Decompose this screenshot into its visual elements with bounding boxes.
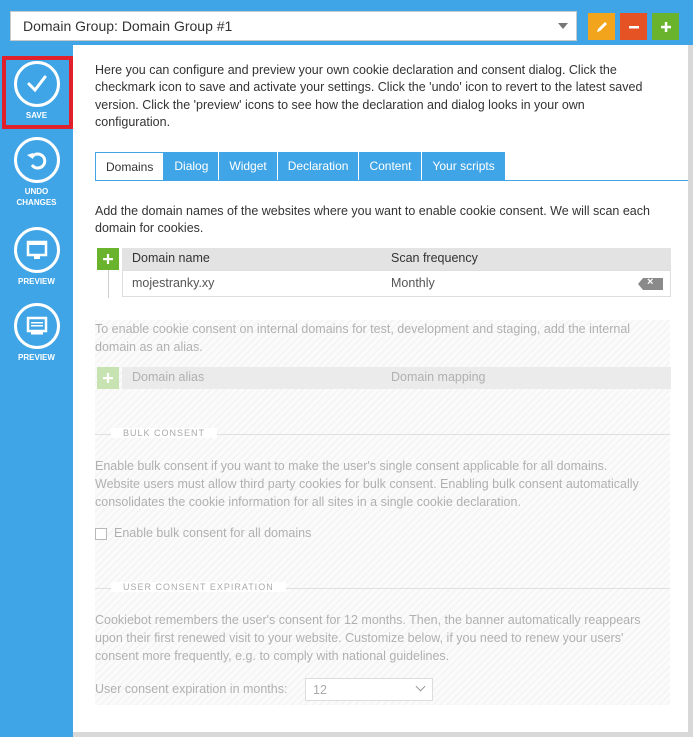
bulk-consent-heading: [95, 429, 670, 441]
undo-icon: [14, 137, 60, 183]
plus-icon: [659, 20, 673, 34]
col-domain-mapping: Domain mapping: [391, 370, 486, 384]
pencil-icon: [595, 20, 609, 34]
remove-domain-group-button[interactable]: [620, 13, 647, 40]
domains-table-header: [122, 248, 671, 270]
tab-content[interactable]: Content: [359, 152, 422, 181]
scan-frequency-cell: Monthly: [391, 276, 435, 290]
tab-declaration[interactable]: Declaration: [278, 152, 360, 181]
expiration-description: Cookiebot remembers the user's consent for 12 months. Then, the banner automatically reappears upon their first renewed visit to your website. Customize below, if you need to renew your users' consent more frequently, e.g. to comply with national guidelines.: [95, 613, 641, 663]
domain-name-cell: mojestranky.xy: [132, 276, 215, 290]
bulk-consent-title: BULK CONSENT: [111, 428, 217, 438]
tab-domains[interactable]: Domains: [95, 152, 164, 181]
expiration-months-select[interactable]: [305, 678, 433, 701]
sidebar: [0, 45, 73, 737]
chevron-down-icon: [558, 23, 568, 29]
preview-dialog-button[interactable]: [0, 303, 73, 363]
tab-underline: [95, 180, 688, 181]
domains-description: Add the domain names of the websites where you want to enable cookie consent. We will scan each domain for cookies.: [95, 204, 650, 236]
bottom-border: [73, 732, 688, 737]
col-scan-frequency: Scan frequency: [391, 251, 478, 265]
intro-text: Here you can configure and preview your own cookie declaration and consent dialog. Click the checkmark icon to save and activate your settings. Click the 'undo' icon to revert to the latest saved version. Click the 'preview' icons to see how the declaration and dialog looks in your own configuration.: [95, 63, 643, 129]
monitor-icon: [14, 227, 60, 273]
right-border: [688, 45, 693, 737]
edit-domain-group-button[interactable]: [588, 13, 615, 40]
top-bar: [0, 0, 693, 45]
bulk-consent-checkbox-label: Enable bulk consent for all domains: [114, 526, 312, 540]
expiration-title: USER CONSENT EXPIRATION: [111, 582, 286, 592]
expiration-heading: [95, 583, 670, 595]
tab-bar: [95, 152, 506, 181]
chevron-down-icon: [416, 682, 426, 692]
tab-widget[interactable]: Widget: [219, 152, 277, 181]
bulk-consent-description: Enable bulk consent if you want to make the user's single consent applicable for all domains. Website users must allow third party cookies for bulk consent. Enabling bulk consent automatically consolidates the cookie information for all sites in a single cookie declaration.: [95, 459, 639, 509]
preview-declaration-button[interactable]: [0, 227, 73, 287]
dialog-preview-icon: [14, 303, 60, 349]
add-domain-group-button[interactable]: [652, 13, 679, 40]
col-domain-name: Domain name: [132, 251, 210, 265]
tab-your-scripts[interactable]: Your scripts: [422, 152, 505, 181]
delete-row-icon[interactable]: ×: [643, 278, 663, 290]
alias-description: To enable cookie consent on internal domains for test, development and staging, add the internal domain as an alias.: [95, 322, 631, 354]
plus-icon: [102, 372, 114, 384]
alias-table-header: [122, 367, 671, 389]
domain-group-select[interactable]: [10, 11, 577, 41]
grid-connector: [108, 270, 109, 298]
add-alias-button[interactable]: [97, 367, 119, 389]
expiration-months-value: 12: [313, 683, 327, 697]
table-row[interactable]: [122, 270, 671, 297]
tab-dialog[interactable]: Dialog: [164, 152, 219, 181]
minus-icon: [627, 20, 641, 34]
save-label: SAVE: [25, 111, 48, 120]
expiration-label: User consent expiration in months:: [95, 682, 288, 696]
preview-label: PREVIEW: [18, 277, 55, 286]
add-domain-button[interactable]: [97, 248, 119, 270]
undo-label: UNDO CHANGES: [16, 187, 57, 207]
domain-group-value: Domain Group: Domain Group #1: [23, 18, 233, 34]
col-domain-alias: Domain alias: [132, 370, 205, 384]
preview-label-2: PREVIEW: [18, 353, 55, 362]
save-highlight: [2, 56, 73, 129]
bulk-consent-checkbox[interactable]: [95, 528, 107, 540]
undo-changes-button[interactable]: [0, 137, 73, 208]
plus-icon: [102, 253, 114, 265]
main-panel: [73, 45, 688, 732]
